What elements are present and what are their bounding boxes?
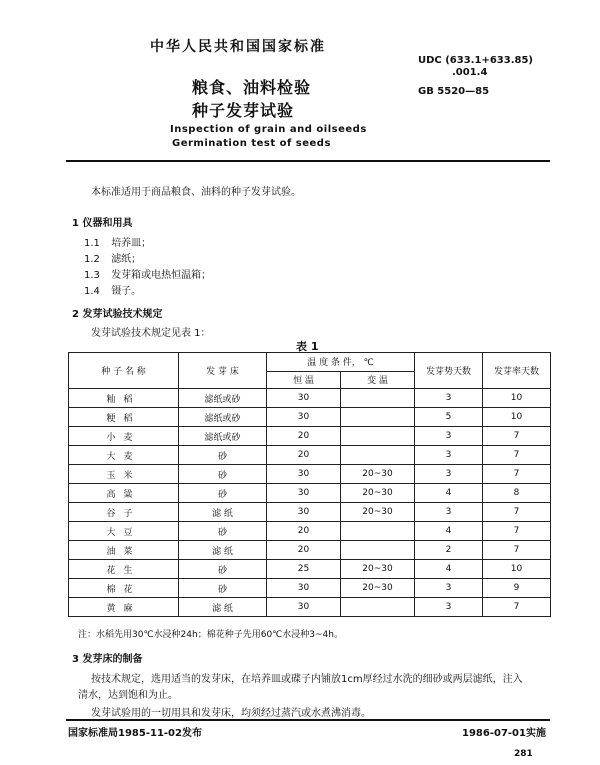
cell-rate: 10 [483,408,551,427]
cell-rate: 8 [483,484,551,503]
section-1-item [84,250,141,265]
section-1-item [84,234,151,249]
cell-constant: 20 [267,446,341,465]
section-2-heading: 2 发芽试验技术规定 [72,309,163,320]
table-row [69,522,551,541]
section-1-item [84,266,211,281]
cell-bed: 滤纸或砂 [179,427,267,446]
header-energy-days: 发芽势天数 [415,353,483,389]
item-number: 1.2 [84,254,100,265]
table-title: 表 1 [296,340,319,353]
table-row [69,408,551,427]
cell-energy: 4 [415,522,483,541]
cell-bed: 砂 [179,446,267,465]
table-row [69,541,551,560]
cell-variable: 20~30 [341,484,415,503]
document-subtitle: 种子发芽试验 [192,101,295,120]
cell-rate: 7 [483,446,551,465]
table-row [69,427,551,446]
cell-energy: 2 [415,541,483,560]
table-row [69,598,551,617]
cell-rate: 7 [483,427,551,446]
item-text: 滤纸； [111,254,142,265]
section-3-paragraph-2: 发芽试验用的一切用具和发芽床，均须经过蒸汽或水煮沸消毒。 [91,708,371,719]
table-row [69,389,551,408]
header-seed-name: 种 子 名 称 [69,353,179,389]
cell-variable [341,427,415,446]
cell-variable: 20~30 [341,579,415,598]
cell-variable [341,541,415,560]
cell-constant: 30 [267,465,341,484]
cell-bed: 砂 [179,560,267,579]
cell-seed-name: 花生 [69,560,179,579]
cell-rate: 7 [483,503,551,522]
cell-energy: 3 [415,598,483,617]
cell-variable: 20~30 [341,503,415,522]
table-row [69,579,551,598]
cell-bed: 滤纸或砂 [179,389,267,408]
item-text: 镊子。 [111,286,142,297]
cell-constant: 20 [267,541,341,560]
cell-variable [341,522,415,541]
cell-constant: 30 [267,503,341,522]
cell-constant: 20 [267,522,341,541]
cell-energy: 5 [415,408,483,427]
item-text: 培养皿； [111,238,152,249]
cell-rate: 7 [483,465,551,484]
footer-divider [66,719,550,721]
cell-energy: 4 [415,484,483,503]
cell-variable [341,598,415,617]
cell-constant: 30 [267,579,341,598]
cell-energy: 3 [415,389,483,408]
germination-table [68,352,551,617]
udc-code: UDC (633.1+633.85) [418,55,533,66]
table-row [69,465,551,484]
cell-rate: 10 [483,389,551,408]
cell-rate: 7 [483,522,551,541]
cell-energy: 3 [415,579,483,598]
section-3-paragraph-1: 按技术规定，选用适当的发芽床，在培养皿或碟子内铺放1cm厚经过水洗的细砂或两层滤纸，注入 [91,674,523,685]
header-rate-days: 发芽率天数 [483,353,551,389]
cell-bed: 滤纸或砂 [179,408,267,427]
standard-type: 中华人民共和国国家标准 [150,39,326,55]
cell-energy: 3 [415,427,483,446]
page-number: 281 [514,749,533,759]
cell-bed: 滤 纸 [179,503,267,522]
cell-seed-name: 大麦 [69,446,179,465]
cell-seed-name: 棉花 [69,579,179,598]
section-3-heading: 3 发芽床的制备 [72,654,143,665]
cell-rate: 9 [483,579,551,598]
table-row [69,503,551,522]
cell-bed: 砂 [179,522,267,541]
cell-seed-name: 小麦 [69,427,179,446]
cell-seed-name: 大豆 [69,522,179,541]
section-2-lead: 发芽试验技术规定见表 1： [91,328,211,339]
cell-bed: 砂 [179,465,267,484]
cell-constant: 30 [267,598,341,617]
intro-paragraph: 本标准适用于商品粮食、油料的种子发芽试验。 [91,187,301,198]
cell-seed-name: 谷子 [69,503,179,522]
cell-bed: 砂 [179,579,267,598]
cell-variable: 20~30 [341,560,415,579]
udc-code-suffix: .001.4 [452,67,488,78]
section-1-item [84,282,141,297]
implement-date: 1986-07-01实施 [462,728,546,739]
cell-constant: 30 [267,408,341,427]
cell-energy: 3 [415,503,483,522]
cell-seed-name: 黄麻 [69,598,179,617]
table-row [69,446,551,465]
header-divider [66,160,550,162]
publish-date: 国家标准局1985-11-02发布 [68,728,202,739]
cell-energy: 3 [415,446,483,465]
gb-number: GB 5520—85 [418,86,490,97]
cell-energy: 4 [415,560,483,579]
cell-bed: 滤 纸 [179,541,267,560]
table-row [69,560,551,579]
cell-seed-name: 油菜 [69,541,179,560]
cell-constant: 20 [267,427,341,446]
item-number: 1.1 [84,238,100,249]
cell-variable: 20~30 [341,465,415,484]
section-1-heading: 1 仪器和用具 [72,218,133,229]
table-note: 注：水稻先用30℃水浸种24h；棉花种子先用60℃水浸种3~4h。 [78,630,343,640]
cell-constant: 25 [267,560,341,579]
english-subtitle: Germination test of seeds [172,138,331,149]
cell-energy: 3 [415,465,483,484]
cell-seed-name: 粳稻 [69,408,179,427]
cell-variable [341,446,415,465]
cell-variable [341,408,415,427]
cell-seed-name: 籼稻 [69,389,179,408]
cell-bed: 滤 纸 [179,598,267,617]
item-number: 1.4 [84,286,100,297]
header-constant-temp: 恒 温 [267,371,341,389]
cell-constant: 30 [267,389,341,408]
document-title: 粮食、油料检验 [192,78,312,97]
table-row [69,484,551,503]
item-text: 发芽箱或电热恒温箱； [111,270,212,281]
cell-seed-name: 高粱 [69,484,179,503]
header-temperature: 温 度 条 件， ℃ [267,353,415,372]
cell-bed: 砂 [179,484,267,503]
cell-seed-name: 玉米 [69,465,179,484]
header-variable-temp: 变 温 [341,371,415,389]
cell-constant: 30 [267,484,341,503]
cell-rate: 7 [483,541,551,560]
header-bed: 发 芽 床 [179,353,267,389]
cell-rate: 7 [483,598,551,617]
cell-rate: 10 [483,560,551,579]
english-title: Inspection of grain and oilseeds [170,124,367,135]
cell-variable [341,389,415,408]
section-3-paragraph-1-cont: 清水，达到饱和为止。 [78,690,178,701]
item-number: 1.3 [84,270,100,281]
